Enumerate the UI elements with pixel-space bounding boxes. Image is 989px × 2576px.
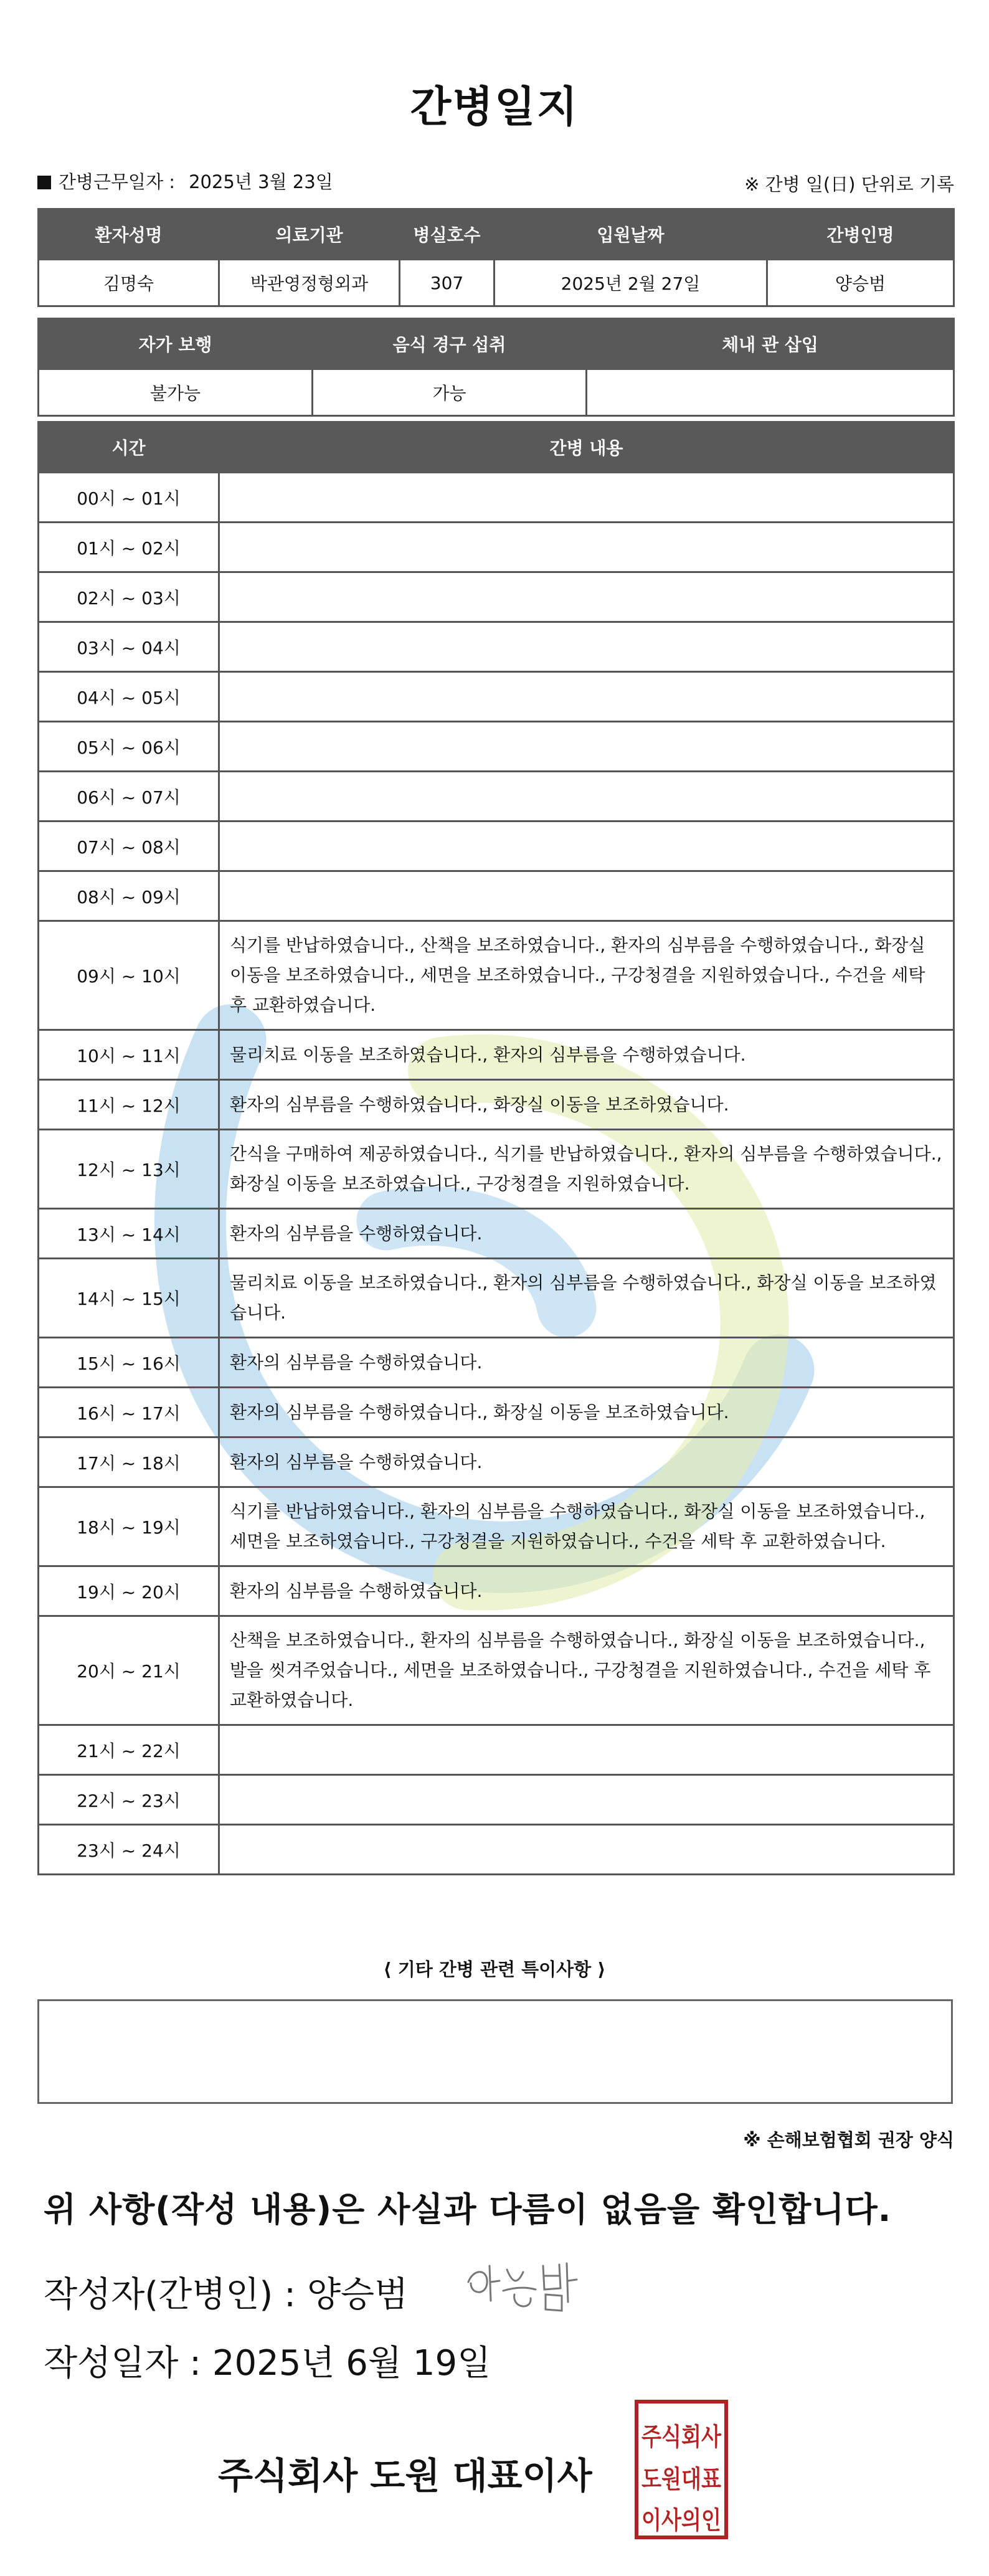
care-row — [39, 1616, 954, 1725]
svg-text:도원대표: 도원대표 — [641, 2465, 722, 2494]
care-row-time: 01시 ~ 02시 — [39, 523, 219, 572]
care-row-content — [219, 822, 954, 871]
care-row-content — [219, 473, 954, 523]
care-row-content — [219, 672, 954, 722]
patient-info-table — [37, 208, 955, 307]
care-schedule-table — [37, 421, 955, 1875]
patient-status-header-row — [39, 319, 954, 369]
header-patient-name: 환자성명 — [39, 209, 219, 260]
room-number-value: 307 — [400, 260, 494, 306]
oral-intake-value: 가능 — [313, 369, 587, 416]
written-date-line — [44, 2336, 491, 2385]
care-row-time: 21시 ~ 22시 — [39, 1725, 219, 1775]
care-row-content: 식기를 반납하였습니다., 산책을 보조하였습니다., 환자의 심부름을 수행하였습니다., 화장실 이동을 보조하였습니다., 세면을 보조하였습니다., 구강청결을 지원하였습니다., 수건을 세탁 후 교환하였습니다. — [219, 921, 954, 1030]
care-row — [39, 473, 954, 523]
work-date-value: 2025년 3월 23일 — [189, 171, 333, 192]
care-row — [39, 1437, 954, 1487]
patient-status-value-row — [39, 369, 954, 416]
care-row-time: 14시 ~ 15시 — [39, 1259, 219, 1338]
care-row-content: 물리치료 이동을 보조하였습니다., 환자의 심부름을 수행하였습니다. — [219, 1030, 954, 1080]
care-row-time: 04시 ~ 05시 — [39, 672, 219, 722]
care-row-time: 20시 ~ 21시 — [39, 1616, 219, 1725]
care-row-time: 06시 ~ 07시 — [39, 772, 219, 822]
care-row-content: 환자의 심부름을 수행하였습니다., 화장실 이동을 보조하였습니다. — [219, 1388, 954, 1437]
written-date-label: 작성일자 : — [44, 2343, 202, 2384]
tube-insertion-value — [587, 369, 954, 416]
care-row — [39, 822, 954, 871]
care-row-content — [219, 523, 954, 572]
care-row-content — [219, 572, 954, 622]
care-row-content: 환자의 심부름을 수행하였습니다. — [219, 1338, 954, 1388]
care-row-time: 22시 ~ 23시 — [39, 1775, 219, 1825]
care-row — [39, 1209, 954, 1259]
header-tube-insertion: 체내 관 삽입 — [587, 319, 954, 369]
care-row-content: 물리치료 이동을 보조하였습니다., 환자의 심부름을 수행하였습니다., 화장실 이동을 보조하였습니다. — [219, 1259, 954, 1338]
writer-name: 양승범 — [306, 2275, 409, 2315]
care-row-time: 12시 ~ 13시 — [39, 1130, 219, 1209]
care-row-time: 16시 ~ 17시 — [39, 1388, 219, 1437]
care-row-content: 환자의 심부름을 수행하였습니다., 화장실 이동을 보조하였습니다. — [219, 1080, 954, 1130]
company-seal — [634, 2399, 729, 2540]
care-row-content: 환자의 심부름을 수행하였습니다. — [219, 1566, 954, 1616]
header-walking: 자가 보행 — [39, 319, 313, 369]
care-row — [39, 572, 954, 622]
care-row-time: 10시 ~ 11시 — [39, 1030, 219, 1080]
care-row — [39, 1725, 954, 1775]
patient-info-value-row — [39, 260, 954, 306]
work-date-line — [37, 168, 333, 194]
care-row — [39, 1080, 954, 1130]
care-row-time: 11시 ~ 12시 — [39, 1080, 219, 1130]
unit-note: ※ 간병 일(日) 단위로 기록 — [744, 174, 954, 195]
care-row-content — [219, 871, 954, 921]
care-row-content: 환자의 심부름을 수행하였습니다. — [219, 1437, 954, 1487]
care-row-content — [219, 1775, 954, 1825]
care-row-time: 07시 ~ 08시 — [39, 822, 219, 871]
writer-line — [44, 2267, 408, 2317]
care-row — [39, 1259, 954, 1338]
writer-label: 작성자(간병인) : — [44, 2275, 296, 2315]
care-row — [39, 1338, 954, 1388]
care-row-content: 식기를 반납하였습니다., 환자의 심부름을 수행하였습니다., 화장실 이동을 보조하였습니다., 세면을 보조하였습니다., 구강청결을 지원하였습니다., 수건을 세탁 후 교환하였습니다. — [219, 1487, 954, 1566]
care-row-time: 03시 ~ 04시 — [39, 622, 219, 672]
care-row-time: 23시 ~ 24시 — [39, 1825, 219, 1875]
care-row-content — [219, 1825, 954, 1875]
care-row-content — [219, 722, 954, 772]
recommendation-note: ※ 손해보험협회 권장 양식 — [743, 2129, 954, 2151]
work-date-label: 간병근무일자 : — [59, 171, 176, 192]
patient-status-table — [37, 318, 955, 417]
care-row — [39, 1566, 954, 1616]
square-bullet-icon — [37, 176, 51, 189]
confirmation-statement: 위 사항(작성 내용)은 사실과 다름이 없음을 확인합니다. — [44, 2190, 892, 2229]
handwritten-signature — [462, 2251, 580, 2319]
care-row — [39, 1388, 954, 1437]
care-row-time: 05시 ~ 06시 — [39, 722, 219, 772]
written-date-value: 2025년 6월 19일 — [212, 2343, 491, 2384]
care-row — [39, 523, 954, 572]
care-row-time: 18시 ~ 19시 — [39, 1487, 219, 1566]
header-care-content: 간병 내용 — [219, 422, 954, 473]
care-row — [39, 1030, 954, 1080]
care-row-time: 15시 ~ 16시 — [39, 1338, 219, 1388]
company-name: 주식회사 도원 대표이사 — [218, 2455, 592, 2497]
header-room-number: 병실호수 — [400, 209, 494, 260]
care-schedule-header-row — [39, 422, 954, 473]
notes-title: ⟨ 기타 간병 관련 특이사항 ⟩ — [383, 1959, 606, 1980]
walking-value: 불가능 — [39, 369, 313, 416]
header-oral-intake: 음식 경구 섭취 — [313, 319, 587, 369]
svg-text:주식회사: 주식회사 — [641, 2423, 722, 2451]
care-row — [39, 871, 954, 921]
patient-info-header-row — [39, 209, 954, 260]
institution-value: 박관영정형외과 — [219, 260, 400, 306]
care-row — [39, 921, 954, 1030]
care-row-time: 17시 ~ 18시 — [39, 1437, 219, 1487]
document-title: 간병일지 — [410, 83, 579, 132]
care-row-time: 02시 ~ 03시 — [39, 572, 219, 622]
care-row-time: 19시 ~ 20시 — [39, 1566, 219, 1616]
notes-box — [37, 1999, 953, 2104]
care-row — [39, 1130, 954, 1209]
care-row-time: 08시 ~ 09시 — [39, 871, 219, 921]
care-row-time: 13시 ~ 14시 — [39, 1209, 219, 1259]
care-row — [39, 1775, 954, 1825]
care-row — [39, 722, 954, 772]
care-row-content: 환자의 심부름을 수행하였습니다. — [219, 1209, 954, 1259]
care-row-content: 산책을 보조하였습니다., 환자의 심부름을 수행하였습니다., 화장실 이동을 보조하였습니다., 발을 씻겨주었습니다., 세면을 보조하였습니다., 구강청결을 지원하였습니다., 수건을 세탁 후 교환하였습니다. — [219, 1616, 954, 1725]
caregiver-name-value: 양승범 — [767, 260, 954, 306]
care-schedule-body — [39, 473, 954, 1875]
header-time: 시간 — [39, 422, 219, 473]
care-row-content — [219, 1725, 954, 1775]
patient-name-value: 김명숙 — [39, 260, 219, 306]
care-row — [39, 1825, 954, 1875]
header-institution: 의료기관 — [219, 209, 400, 260]
care-row-content — [219, 772, 954, 822]
header-caregiver-name: 간병인명 — [767, 209, 954, 260]
care-row — [39, 622, 954, 672]
care-row-content — [219, 622, 954, 672]
care-row-content: 간식을 구매하여 제공하였습니다., 식기를 반납하였습니다., 환자의 심부름을 수행하였습니다., 화장실 이동을 보조하였습니다., 구강청결을 지원하였습니다. — [219, 1130, 954, 1209]
header-admission-date: 입원날짜 — [494, 209, 767, 260]
care-row — [39, 672, 954, 722]
admission-date-value: 2025년 2월 27일 — [494, 260, 767, 306]
care-row — [39, 772, 954, 822]
care-row-time: 09시 ~ 10시 — [39, 921, 219, 1030]
svg-text:이사의인: 이사의인 — [641, 2506, 721, 2535]
care-row-time: 00시 ~ 01시 — [39, 473, 219, 523]
care-row — [39, 1487, 954, 1566]
